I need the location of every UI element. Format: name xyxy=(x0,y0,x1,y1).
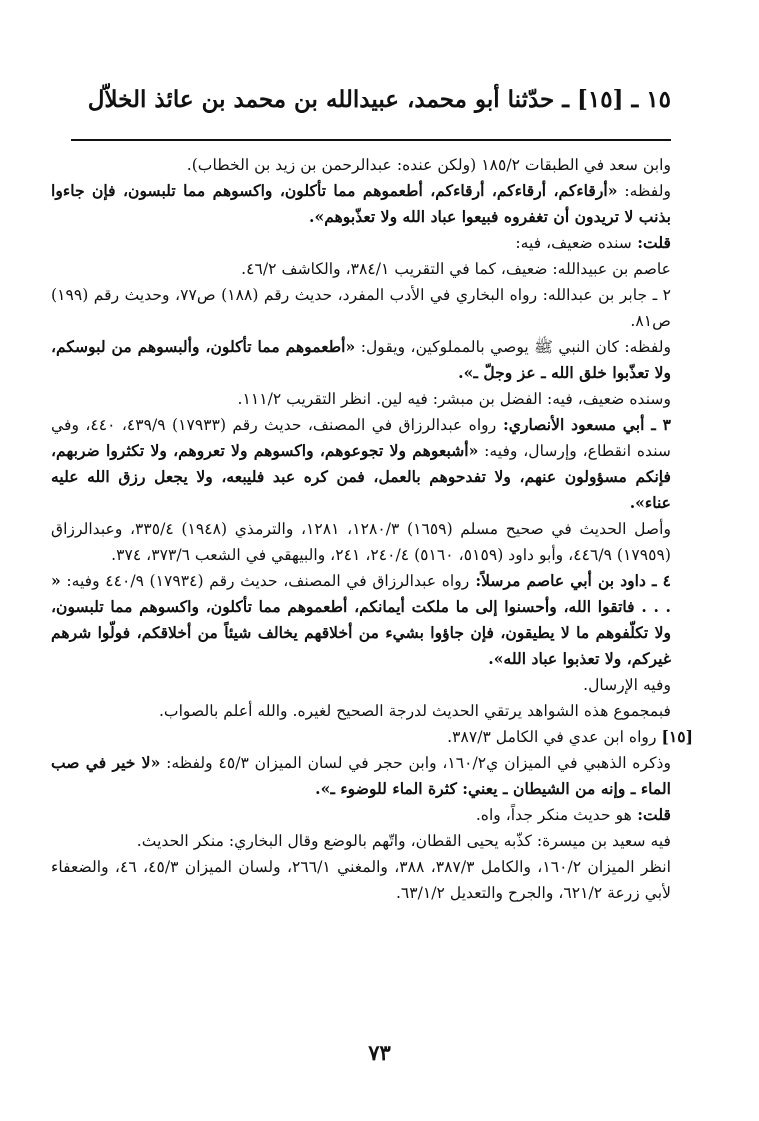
paragraph-p4 xyxy=(51,256,671,282)
paragraph-p14 xyxy=(51,750,671,802)
bold-text: «أرقاءكم، أرقاءكم، أرقاءكم، أطعموهم مما تأكلون، واكسوهم مما تلبسون، فإن جاءوا بذنب لا تريدون أن تغفروه فبيعوا عباد الله ولا تعذّبوهم». xyxy=(51,181,671,226)
bold-text: قلت: xyxy=(631,233,671,252)
paragraph-p8 xyxy=(51,412,671,516)
text-run: رواه عبدالرزاق في المصنف، حديث رقم (١٧٩٣٤) ٤٤٠/٩ وفيه: xyxy=(60,572,470,590)
text-run: وفيه الإرسال. xyxy=(583,676,671,694)
footnote-body xyxy=(51,152,693,906)
paragraph-p11 xyxy=(51,672,671,698)
text-run: رواه عبدالرزاق في المصنف، حديث رقم (١٧٩٣٣) ٤٣٩/٩، ٤٤٠، وفي سنده انقطاع، وإرسال، وفيه: xyxy=(51,416,671,460)
header-rule xyxy=(71,139,671,141)
bold-text: ٣ ـ أبي مسعود الأنصاري: xyxy=(496,415,671,434)
paragraph-p15 xyxy=(51,802,671,828)
paragraph-p6 xyxy=(51,334,671,386)
bold-text: قلت: xyxy=(631,805,671,824)
text-run: عاصم بن عبيدالله: ضعيف، كما في التقريب ٣٨٤/١، والكاشف ٤٦/٢. xyxy=(241,260,671,278)
bold-text: «أشبعوهم ولا تجوعوهم، واكسوهم ولا تعروهم، ولا تكثروا ضربهم، فإنكم مسؤولون عنهم، ولا تفدحوهم بالعمل، فمن كره عبد فليبعه، ولا يجعل رزق الله عليه عناء». xyxy=(51,441,671,512)
paragraph-p7 xyxy=(51,386,671,412)
text-run: ولفظه: xyxy=(617,182,671,200)
text-run: وأصل الحديث في صحيح مسلم (١٦٥٩) ١٢٨٠/٣، ١٢٨١، والترمذي (١٩٤٨) ٣٣٥/٤، وعبدالرزاق (١٧٩٥٩) ٤٤٦/٩، وأبو داود (٥١٥٩، ٥١٦٠) ٢٤٠/٤، ٢٤١، والبيهقي في الشعب ٣٧٣/٦، ٣٧٤. xyxy=(51,520,671,564)
running-head: ١٥ ـ [١٥] ـ حدّثنا أبو محمد، عبيدالله بن محمد بن عائذ الخلاّل xyxy=(87,86,671,113)
bold-text: « . . . فاتقوا الله، وأحسنوا إلى ما ملكت أيمانكم، أطعموهم مما تأكلون، واكسوهم مما تلبسون، ولا تكلّفوهم ما لا يطيقون، فإن جاؤوا بشيء من أخلاقهم يخالف شيئاً من أخلاقكم، فولّوا شرهم غيركم، ولا تعذبوا عباد الله». xyxy=(51,571,671,668)
paragraph-p1 xyxy=(51,152,671,178)
bold-text: ٤ ـ داود بن أبي عاصم مرسلاً: xyxy=(469,571,672,590)
text-run: انظر الميزان ١٦٠/٢، والكامل ٣٨٧/٣، ٣٨٨، والمغني ٢٦٦/١، ولسان الميزان ٤٥/٣، ٤٦، والضعفاء لأبي زرعة ٦٢١/٢، والجرح والتعديل ٦٣/١/٢. xyxy=(51,858,671,902)
text-run: رواه ابن عدي في الكامل ٣٨٧/٣. xyxy=(447,728,657,746)
paragraph-p3 xyxy=(51,230,671,256)
paragraph-p17 xyxy=(51,854,671,906)
text-run: وابن سعد في الطبقات ١٨٥/٢ (ولكن عنده: عبدالرحمن بن زيد بن الخطاب). xyxy=(186,156,671,174)
paragraph-p13 xyxy=(51,724,693,750)
bold-text: «لا خير في صب الماء ـ وإنه من الشيطان ـ يعني: كثرة الماء للوضوء ـ». xyxy=(51,753,671,798)
text-run: وذكره الذهبي في الميزان ي١٦٠/٢، وابن حجر في لسان الميزان ٤٥/٣ ولفظه: xyxy=(160,754,671,772)
text-run: فيه سعيد بن ميسرة: كذّبه يحيى القطان، واتّهم بالوضع وقال البخاري: منكر الحديث. xyxy=(136,832,671,850)
page-number: ٧٣ xyxy=(368,1040,391,1065)
paragraph-p12 xyxy=(51,698,671,724)
text-run: ولفظه: كان النبي ﷺ يوصي بالمملوكين، ويقول: xyxy=(355,338,671,356)
paragraph-p10 xyxy=(51,568,671,672)
text-run: وسنده ضعيف، فيه: الفضل بن مبشر: فيه لين. انظر التقريب ١١١/٢. xyxy=(237,390,671,408)
bold-text: «أطعموهم مما تأكلون، وألبسوهم من لبوسكم، ولا تعذّبوا خلق الله ـ عز وجلّ ـ». xyxy=(51,337,671,382)
text-run: هو حديث منكر جداً، واه. xyxy=(475,806,632,824)
text-run: ٢ ـ جابر بن عبدالله: رواه البخاري في الأدب المفرد، حديث رقم (١٨٨) ص٧٧، وحديث رقم (١٩٩) ص٨١. xyxy=(51,286,671,330)
paragraph-p16 xyxy=(51,828,671,854)
text-run: فبمجموع هذه الشواهد يرتقي الحديث لدرجة الصحيح لغيره. والله أعلم بالصواب. xyxy=(158,702,671,720)
paragraph-p5 xyxy=(51,282,671,334)
paragraph-p9 xyxy=(51,516,671,568)
footnote-marker: [١٥] xyxy=(661,727,693,746)
paragraph-p2 xyxy=(51,178,671,230)
text-run: سنده ضعيف، فيه: xyxy=(515,234,632,252)
